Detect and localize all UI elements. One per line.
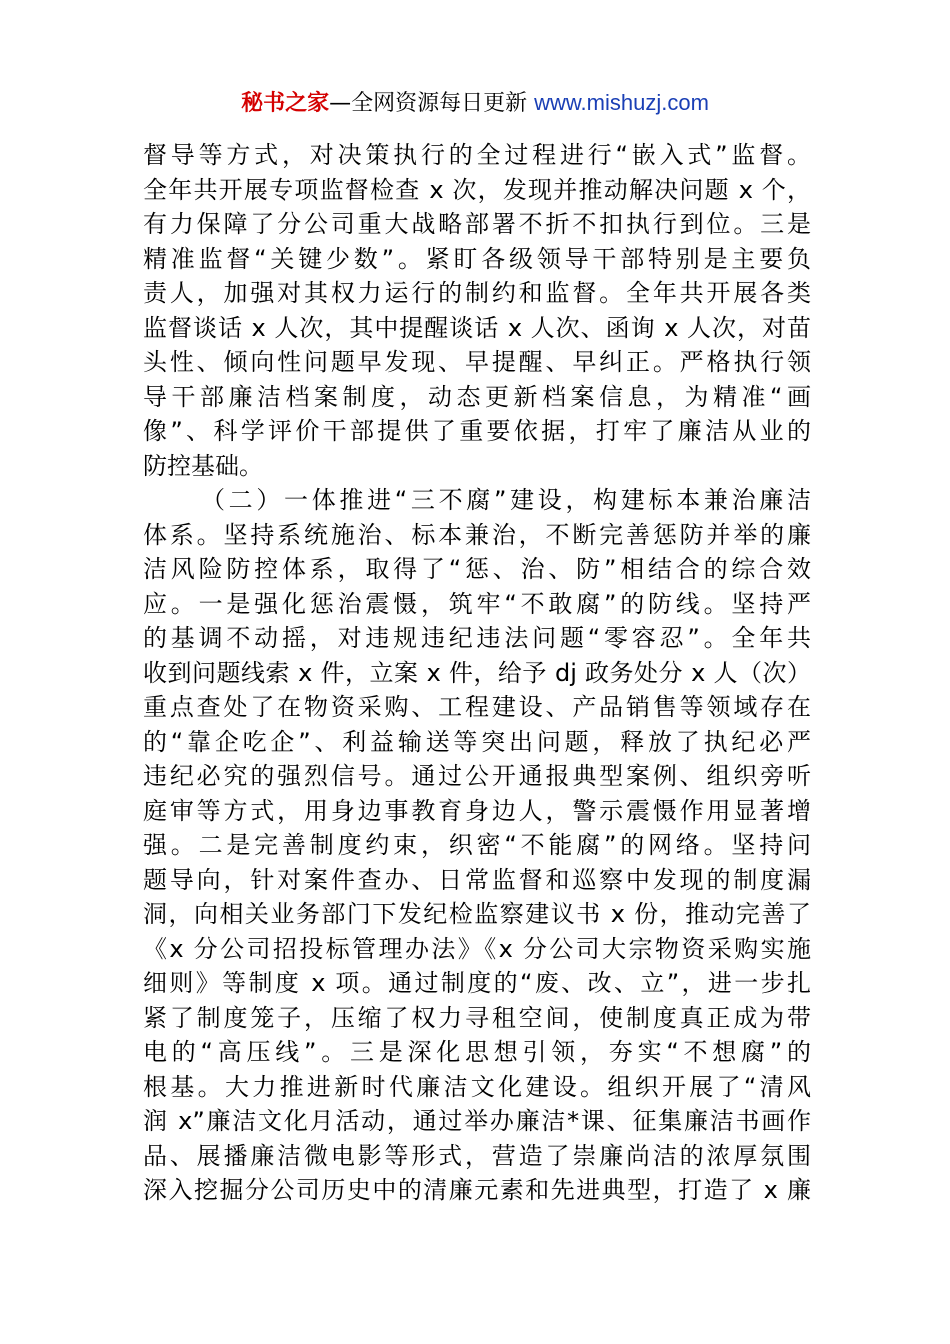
paragraph-line: 紧了制度笼子，压缩了权力寻租空间，使制度真正成为带: [143, 1003, 811, 1032]
paragraph-line: 体系。坚持系统施治、标本兼治，不断完善惩防并举的廉: [143, 520, 811, 549]
paragraph-line: 的基调不动摇，对违规违纪违法问题“零容忍”。全年共: [143, 624, 811, 652]
document-body: [143, 138, 811, 1208]
paragraph-line: 责人，加强对其权力运行的制约和监督。全年共开展各类: [143, 279, 811, 307]
paragraph-line: 润 x”廉洁文化月活动，通过举办廉洁*课、征集廉洁书画作: [143, 1107, 811, 1135]
header-url-link[interactable]: www.mishuzj.com: [534, 90, 709, 115]
paragraph-line: 的“靠企吃企”、利益输送等突出问题，释放了执纪必严: [143, 727, 811, 756]
header-brand: 秘书之家: [241, 91, 330, 116]
paragraph-line: 洞，向相关业务部门下发纪检监察建议书 x 份，推动完善了: [143, 900, 811, 928]
section-heading-line: （二）一体推进“三不腐”建设，构建标本兼治廉洁: [201, 486, 811, 514]
paragraph-line: 题导向，针对案件查办、日常监督和巡察中发现的制度漏: [143, 865, 811, 894]
paragraph-line: 深入挖掘分公司历史中的清廉元素和先进典型，打造了 x 廉: [143, 1176, 811, 1204]
paragraph-line: 《x 分公司招投标管理办法》《x 分公司大宗物资采购实施: [143, 934, 811, 963]
paragraph-line: 电的“高压线”。三是深化思想引领，夯实“不想腐”的: [143, 1038, 811, 1066]
paragraph-line: 违纪必究的强烈信号。通过公开通报典型案例、组织旁听: [143, 762, 811, 790]
paragraph-line: 防控基础。: [143, 451, 263, 480]
paragraph-line: 品、展播廉洁微电影等形式，营造了崇廉尚洁的浓厚氛围: [143, 1141, 811, 1170]
paragraph-line: 重点查处了在物资采购、工程建设、产品销售等领域存在: [143, 693, 811, 721]
paragraph-line: 督导等方式，对决策执行的全过程进行“嵌入式”监督。: [143, 141, 811, 169]
paragraph-line: 监督谈话 x 人次，其中提醒谈话 x 人次、函询 x 人次，对苗: [143, 313, 811, 342]
paragraph-line: 根基。大力推进新时代廉洁文化建设。组织开展了“清风: [143, 1072, 811, 1101]
paragraph-line: 洁风险防控体系，取得了“惩、治、防”相结合的综合效: [143, 555, 811, 583]
paragraph-line: 细则》等制度 x 项。通过制度的“废、改、立”，进一步扎: [143, 969, 811, 997]
paragraph-line: 导干部廉洁档案制度，动态更新档案信息，为精准“画: [143, 382, 811, 411]
paragraph-line: 全年共开展专项监督检查 x 次，发现并推动解决问题 x 个，: [143, 175, 811, 204]
paragraph-line: 庭审等方式，用身边事教育身边人，警示震慑作用显著增: [143, 796, 811, 825]
paragraph-line: 收到问题线索 x 件，立案 x 件，给予 dj 政务处分 x 人（次）: [143, 658, 811, 687]
paragraph-line: 头性、倾向性问题早发现、早提醒、早纠正。严格执行领: [143, 348, 811, 376]
page-header: [0, 86, 950, 121]
header-tagline: —全网资源每日更新: [329, 91, 528, 116]
paragraph-line: 有力保障了分公司重大战略部署不折不扣执行到位。三是: [143, 210, 811, 238]
paragraph-line: 应。一是强化惩治震慑，筑牢“不敢腐”的防线。坚持严: [143, 589, 811, 618]
paragraph-line: 精准监督“关键少数”。紧盯各级领导干部特别是主要负: [143, 244, 811, 273]
paragraph-line: 像”、科学评价干部提供了重要依据，打牢了廉洁从业的: [143, 417, 811, 445]
paragraph-line: 强。二是完善制度约束，织密“不能腐”的网络。坚持问: [143, 831, 811, 859]
